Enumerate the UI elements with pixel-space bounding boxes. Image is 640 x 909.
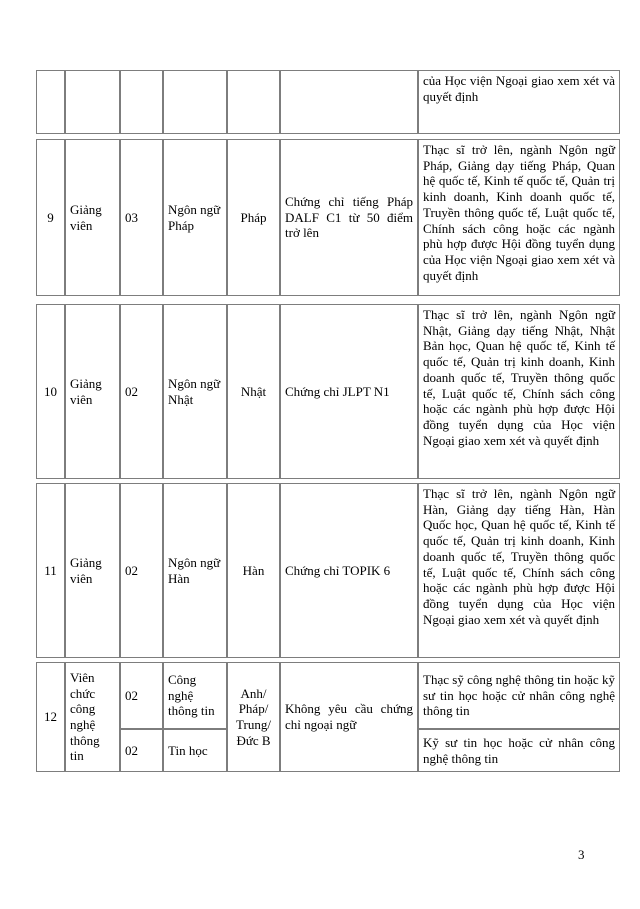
- cell-major: Tin học: [163, 729, 227, 772]
- subrow-tinhoc: [120, 729, 227, 772]
- cell-certificate: Chứng chỉ TOPIK 6: [280, 483, 418, 658]
- requirement-subgroup: [418, 662, 620, 772]
- cell-major: Ngôn ngữ Hàn: [163, 483, 227, 658]
- subrow-tinhoc-requirement: [418, 729, 620, 772]
- subrow-cntt-requirement: [418, 662, 620, 729]
- cell-certificate: Chứng chỉ tiếng Pháp DALF C1 từ 50 điểm trở lên: [280, 139, 418, 296]
- cell-stt: [36, 70, 65, 134]
- cell-stt: 9: [36, 139, 65, 296]
- cell-language: Nhật: [227, 304, 280, 479]
- cell-requirement: Kỹ sư tin học hoặc cử nhân công nghệ thông tin: [418, 729, 620, 772]
- cell-stt: 10: [36, 304, 65, 479]
- cell-quantity: 02: [120, 662, 163, 729]
- table-row-9: [36, 139, 620, 296]
- cell-requirement: của Học viện Ngoại giao xem xét và quyết định: [418, 70, 620, 134]
- cell-position: Giảng viên: [65, 139, 120, 296]
- cell-major: Ngôn ngữ Nhật: [163, 304, 227, 479]
- cell-position: Giảng viên: [65, 304, 120, 479]
- cell-certificate: Không yêu cầu chứng chỉ ngoại ngữ: [280, 662, 418, 772]
- recruitment-table: [36, 70, 620, 772]
- cell-stt: 11: [36, 483, 65, 658]
- cell-requirement: Thạc sĩ trở lên, ngành Ngôn ngữ Hàn, Giảng dạy tiếng Hàn, Hàn Quốc học, Quan hệ quốc tế, Kinh tế quốc tế, Quản trị kinh doanh, Kinh doanh quốc tế, Truyền thông quốc tế, Luật quốc tế, Chính sách công hoặc các ngành phù hợp được Hội đồng tuyển dụng của Học viện Ngoại giao xem xét và quyết định: [418, 483, 620, 658]
- cell-major: Ngôn ngữ Pháp: [163, 139, 227, 296]
- cell-requirement: Thạc sĩ trở lên, ngành Ngôn ngữ Nhật, Giảng dạy tiếng Nhật, Nhật Bản học, Quan hệ quốc tế, Kinh tế quốc tế, Quản trị kinh doanh, Kinh doanh quốc tế, Truyền thông quốc tế, Luật quốc tế, Chính sách công hoặc các ngành phù hợp được Hội đồng tuyển dụng của Học viện Ngoại giao xem xét và quyết định: [418, 304, 620, 479]
- cell-requirement: Thạc sỹ công nghệ thông tin hoặc kỹ sư tin học hoặc cử nhân công nghệ thông tin: [418, 662, 620, 729]
- cell-position: Giảng viên: [65, 483, 120, 658]
- cell-major: [163, 70, 227, 134]
- cell-language: Anh/ Pháp/ Trung/ Đức B: [227, 662, 280, 772]
- table-row-8-continued: [36, 70, 620, 134]
- cell-quantity: 03: [120, 139, 163, 296]
- subrow-cntt: [120, 662, 227, 729]
- cell-requirement: Thạc sĩ trở lên, ngành Ngôn ngữ Pháp, Giảng dạy tiếng Pháp, Quan hệ quốc tế, Kinh tế quốc tế, Quản trị kinh doanh, Kinh doanh quốc tế, Truyền thông quốc tế, Luật quốc tế, Chính sách công hoặc các ngành phù hợp được Hội đồng tuyển dụng của Học viện Ngoại giao xem xét và quyết định: [418, 139, 620, 296]
- cell-language: Hàn: [227, 483, 280, 658]
- table-row-10: [36, 304, 620, 479]
- cell-certificate: [280, 70, 418, 134]
- cell-quantity: 02: [120, 483, 163, 658]
- quantity-major-subgroup: [120, 662, 227, 772]
- cell-quantity: [120, 70, 163, 134]
- cell-certificate: Chứng chỉ JLPT N1: [280, 304, 418, 479]
- cell-quantity: 02: [120, 729, 163, 772]
- cell-position: [65, 70, 120, 134]
- cell-language: Pháp: [227, 139, 280, 296]
- table-row-11: [36, 483, 620, 658]
- cell-stt: 12: [36, 662, 65, 772]
- table-row-12: [36, 662, 620, 772]
- cell-quantity: 02: [120, 304, 163, 479]
- cell-major: Công nghệ thông tin: [163, 662, 227, 729]
- cell-position: Viên chức công nghệ thông tin: [65, 662, 120, 772]
- cell-language: [227, 70, 280, 134]
- page-number: 3: [578, 847, 585, 862]
